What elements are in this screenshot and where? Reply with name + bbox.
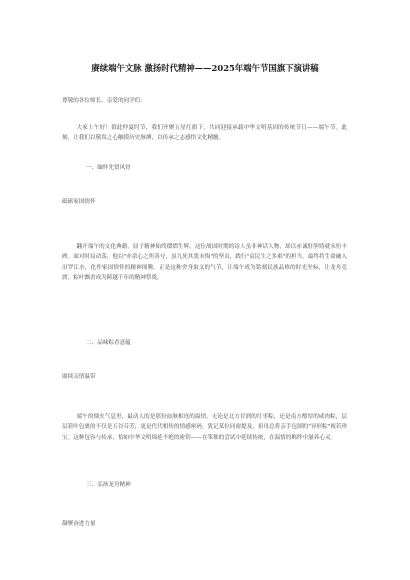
document-title: 赓续端午文脉 激扬时代精神——2025年端午节国旗下演讲稿 xyxy=(91,63,319,73)
section-3-heading: 三、弘扬龙舟精神 xyxy=(86,482,131,488)
salutation: 尊敬的各位师长、亲爱的同学们： xyxy=(62,98,146,104)
section-1-paragraph: 翻开端午的文化典籍，屈子精神始终熠熠生辉。这位战国时期的诗人虽非神话人物，却以赤诚肝胆铸就永恒丰碑。面对时局动荡，他以"亦余心之所善兮，虽九死其犹未悔"的坚贞，践行"哀民生之多艰"的担当，最终将生命融入汨罗江水，化作家国情怀的精神图腾。正是这种舍身取义的气节，让端午成为铭刻民族品格的时光坐标，让龙舟竞渡、粽叶飘香成为跨越千年的精神祭奠。 xyxy=(62,244,347,281)
section-2-paragraph: 端午的烟火气息里，最动人的是那份血脉相连的温情。无论是北方甘润的红枣粽，还是南方醇厚的咸肉粽，层层箬叶包裹的不仅是五谷芬芳，更是代代相传的情感密码。犹记某位同窗提及，祖母总将亲手包制的"异形粽"视若珍宝。这种包容与传承，恰如中华文明绵延不绝的密钥——在笨拙的尝试中延续传统，在温情的羁绊中滋养心灵。 xyxy=(62,414,347,441)
section-3-subheading: 凝聚奋进力量 xyxy=(62,521,96,527)
section-2-subheading: 赓续亲情温带 xyxy=(62,374,96,380)
section-1-subheading: 砥砺家国情怀 xyxy=(62,199,96,205)
intro-paragraph: 大家上午好！值此仲夏时节，我们齐聚五星红旗下，共同迎接承载中华文明基因的传统节日——端午节。此刻，让我们以敬畏之心触摸历史脉搏，以传承之志感悟文化精髓。 xyxy=(62,125,347,142)
section-2-heading: 二、品味粽香意蕴 xyxy=(86,340,131,346)
section-1-heading: 一、缅怀先贤风骨 xyxy=(86,165,131,171)
